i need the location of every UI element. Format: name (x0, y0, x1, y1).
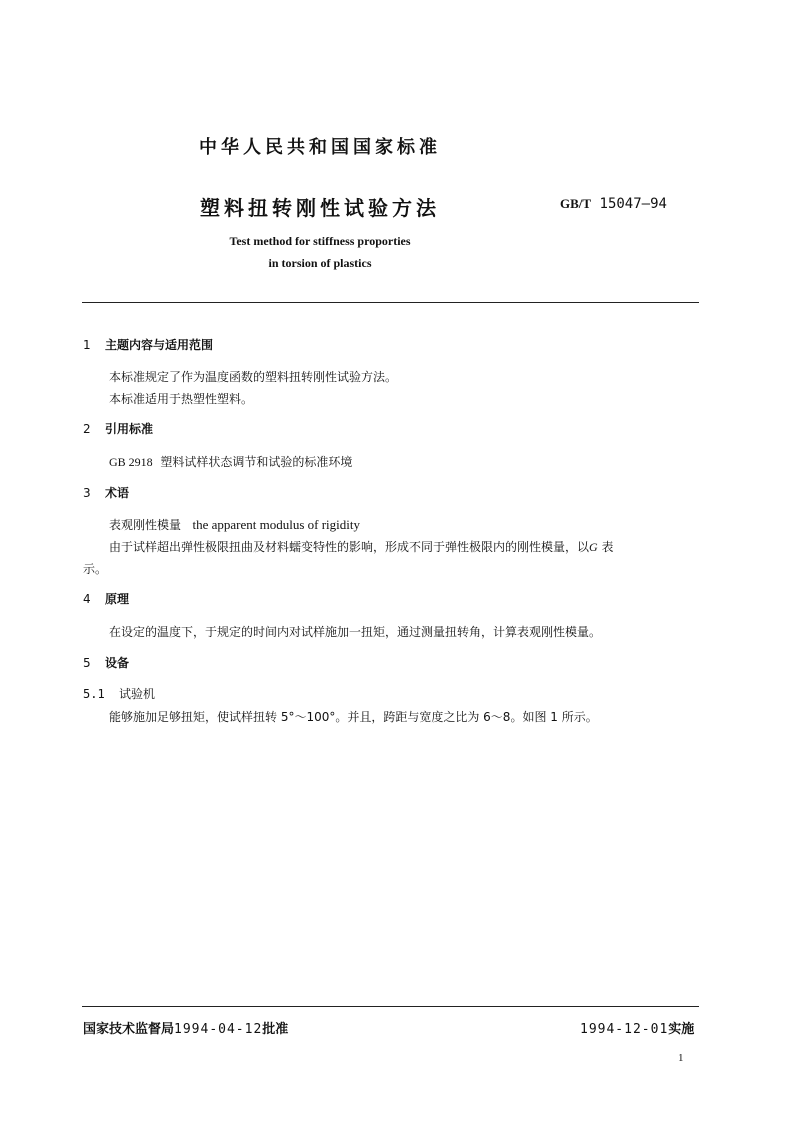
definition-text: 由于试样超出弹性极限扭曲及材料蠕变特性的影响，形成不同于弹性极限内的刚性模量，以 (109, 540, 590, 554)
issue-word: 批准 (262, 1022, 289, 1037)
standard-title-en-line2: in torsion of plastics (268, 256, 372, 270)
section-title: 原理 (105, 592, 130, 606)
subsection-title: 试验机 (119, 687, 156, 701)
section-4-paragraph: 在设定的温度下，于规定的时间内对试样施加一扭矩，通过测量扭转角，计算表观刚性模量。 (109, 625, 602, 639)
normative-reference (109, 453, 352, 470)
section-2-heading (83, 420, 153, 437)
standard-code (560, 196, 667, 212)
term-definition-line-2: 示。 (83, 562, 108, 576)
section-1-heading (83, 336, 213, 353)
section-5-heading (83, 654, 129, 671)
definition-text-end: 表 (601, 540, 614, 554)
term-entry (109, 516, 360, 533)
section-title: 设备 (105, 656, 130, 670)
reference-title: 塑料试样状态调节和试验的标准环境 (160, 455, 353, 469)
section-number: 4 (83, 592, 91, 606)
section-number: 5 (83, 656, 91, 670)
section-title: 主题内容与适用范围 (105, 338, 214, 352)
reference-code: GB 2918 (109, 455, 153, 469)
national-standard-heading: 中华人民共和国国家标准 (199, 137, 441, 158)
section-1-paragraph-1: 本标准规定了作为温度函数的塑料扭转刚性试验方法。 (109, 370, 398, 384)
subsection-5-1-paragraph: 能够施加足够扭矩，使试样扭转 5°～100°。并且，跨距与宽度之比为 6～8。如图 1 所示。 (109, 710, 598, 724)
section-number: 3 (83, 486, 91, 500)
standard-code-prefix: GB/T (560, 196, 592, 211)
symbol-g: G (589, 540, 598, 554)
page-number: 1 (678, 1052, 684, 1064)
standard-title-zh: 塑料扭转刚性试验方法 (200, 196, 440, 220)
section-1-paragraph-2: 本标准适用于热塑性塑料。 (109, 392, 254, 406)
subsection-number: 5.1 (83, 687, 105, 701)
issuer: 国家技术监督局 (83, 1022, 175, 1037)
effective-word: 实施 (668, 1022, 695, 1037)
effective-date: 1994-12-01 (580, 1022, 669, 1037)
standard-code-number: 15047—94 (599, 196, 667, 212)
section-number: 2 (83, 422, 91, 436)
standard-title-en-line1: Test method for stiffness proporties (229, 234, 411, 248)
section-3-heading (83, 484, 129, 501)
effective-line (580, 1018, 694, 1037)
issue-date: 1994-04-12 (174, 1022, 263, 1037)
subsection-5-1-heading (83, 685, 155, 702)
section-title: 术语 (105, 486, 130, 500)
section-4-heading (83, 590, 129, 607)
footer-divider (82, 1006, 699, 1007)
section-title: 引用标准 (105, 422, 154, 436)
term-zh: 表观刚性模量 (109, 518, 182, 532)
term-en: the apparent modulus of rigidity (192, 517, 360, 532)
approval-line (83, 1018, 288, 1037)
header-divider (82, 302, 699, 303)
term-definition-line-1 (109, 538, 614, 555)
section-number: 1 (83, 338, 91, 352)
